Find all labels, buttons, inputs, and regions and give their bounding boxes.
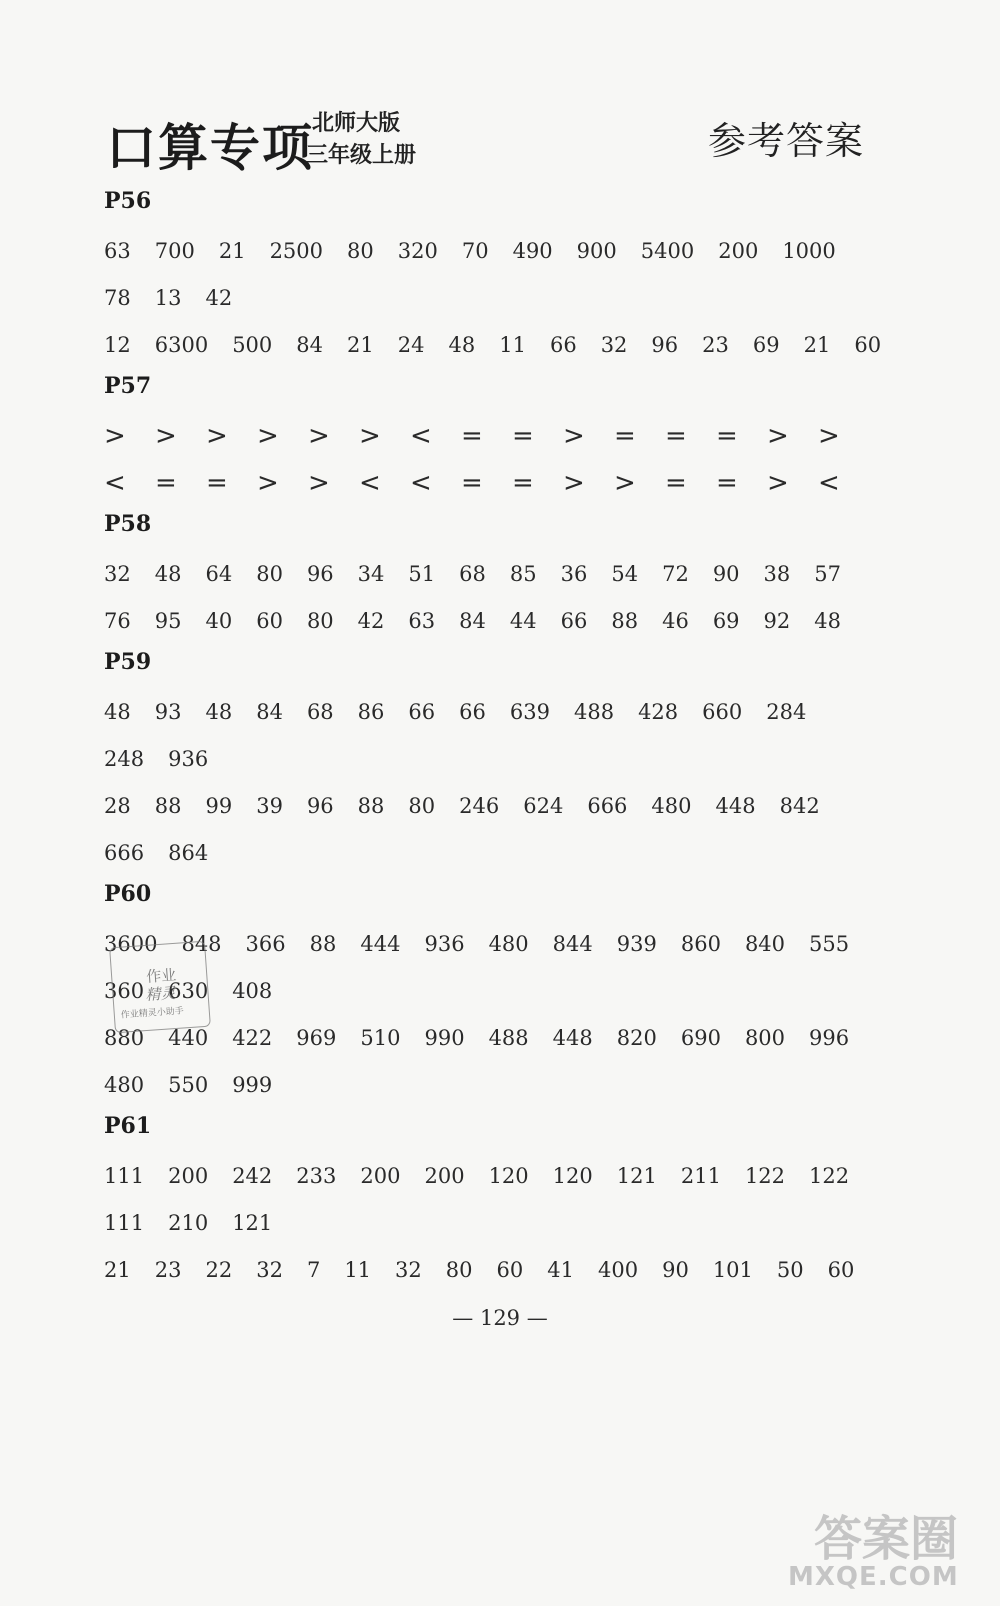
numeric-answer: 72 xyxy=(662,562,689,586)
numeric-answer: 111 xyxy=(104,1164,145,1188)
numeric-answer: 96 xyxy=(306,794,334,818)
answer-row xyxy=(104,322,884,369)
numeric-answer: 32 xyxy=(256,1258,283,1282)
numeric-answer: 555 xyxy=(809,932,850,956)
answer-section xyxy=(104,645,884,877)
numeric-answer: 66 xyxy=(408,700,436,724)
comparison-answer: > xyxy=(563,421,585,451)
numeric-answer: 939 xyxy=(616,932,657,956)
numeric-answer: 200 xyxy=(168,1164,209,1188)
stamp-line-3: 作业精灵小助手 xyxy=(120,1006,185,1021)
numeric-answer: 66 xyxy=(459,700,486,724)
comparison-answer: < xyxy=(359,468,381,498)
comparison-answer: < xyxy=(818,468,840,498)
numeric-answer: 60 xyxy=(496,1258,524,1282)
numeric-answer: 233 xyxy=(296,1164,337,1188)
comparison-answer: > xyxy=(308,421,330,451)
site-watermark xyxy=(780,1496,980,1600)
numeric-answer: 21 xyxy=(347,333,374,357)
numeric-answer: 690 xyxy=(680,1026,721,1050)
numeric-answer: 92 xyxy=(763,609,791,633)
answer-row xyxy=(104,275,884,322)
grade-label: 三年级上册 xyxy=(306,143,417,168)
section-page-label: P57 xyxy=(104,373,152,399)
numeric-answer: 50 xyxy=(776,1258,804,1282)
numeric-answer: 200 xyxy=(424,1164,465,1188)
section-page-label: P56 xyxy=(104,188,152,214)
numeric-answer: 5400 xyxy=(640,239,695,263)
answer-row xyxy=(104,1153,884,1200)
numeric-answer: 936 xyxy=(168,747,209,771)
numeric-answer: 480 xyxy=(488,932,529,956)
numeric-answer: 80 xyxy=(445,1258,473,1282)
answer-section xyxy=(104,507,884,645)
section-page-label: P58 xyxy=(104,511,152,537)
numeric-answer: 80 xyxy=(256,562,283,586)
numeric-answer: 38 xyxy=(763,562,791,586)
numeric-answer: 21 xyxy=(803,333,831,357)
numeric-answer: 700 xyxy=(154,239,195,263)
numeric-answer: 900 xyxy=(576,239,617,263)
comparison-answer: = xyxy=(614,421,636,451)
numeric-answer: 84 xyxy=(459,609,486,633)
numeric-answer: 284 xyxy=(766,700,807,724)
answer-row xyxy=(104,413,884,460)
comparison-answer: > xyxy=(767,468,789,498)
watermark-line-2: MXQE.COM xyxy=(788,1562,959,1592)
numeric-answer: 840 xyxy=(744,932,786,956)
numeric-answer: 48 xyxy=(205,700,233,724)
numeric-answer: 69 xyxy=(712,609,740,633)
answer-row xyxy=(104,689,884,736)
numeric-answer: 80 xyxy=(408,794,436,818)
numeric-answer: 54 xyxy=(611,562,639,586)
numeric-answer: 200 xyxy=(360,1164,401,1188)
answer-row xyxy=(104,783,884,830)
numeric-answer: 444 xyxy=(360,932,401,956)
numeric-answer: 448 xyxy=(552,1026,593,1050)
numeric-answer: 666 xyxy=(104,841,145,865)
numeric-answer: 969 xyxy=(296,1026,337,1050)
numeric-answer: 68 xyxy=(459,562,486,586)
answer-row xyxy=(104,1247,884,1294)
numeric-answer: 1000 xyxy=(782,239,836,263)
numeric-answer: 96 xyxy=(306,562,334,586)
numeric-answer: 242 xyxy=(232,1164,273,1188)
numeric-answer: 550 xyxy=(168,1073,209,1097)
numeric-answer: 48 xyxy=(448,333,476,357)
numeric-answer: 121 xyxy=(232,1211,273,1235)
numeric-answer: 660 xyxy=(702,700,743,724)
numeric-answer: 48 xyxy=(104,700,131,724)
numeric-answer: 99 xyxy=(205,794,233,818)
numeric-answer: 488 xyxy=(488,1026,529,1050)
numeric-answer: 6300 xyxy=(154,333,209,357)
answer-section xyxy=(104,369,884,507)
numeric-answer: 39 xyxy=(256,794,283,818)
numeric-answer: 488 xyxy=(573,700,615,724)
comparison-answer: = xyxy=(461,421,483,451)
numeric-answer: 40 xyxy=(205,609,233,633)
numeric-answer: 936 xyxy=(424,932,465,956)
numeric-answer: 88 xyxy=(357,794,385,818)
page-header xyxy=(0,0,1000,180)
numeric-answer: 70 xyxy=(461,239,489,263)
numeric-answer: 120 xyxy=(488,1164,529,1188)
numeric-answer: 3600 xyxy=(104,932,158,956)
numeric-answer: 366 xyxy=(245,932,286,956)
answer-content xyxy=(104,184,884,1294)
comparison-answer: < xyxy=(410,421,432,451)
numeric-answer: 46 xyxy=(662,609,689,633)
answer-section xyxy=(104,1109,884,1294)
numeric-answer: 400 xyxy=(597,1258,639,1282)
numeric-answer: 64 xyxy=(205,562,233,586)
edition-label: 北师大版 xyxy=(312,111,401,136)
numeric-answer: 2500 xyxy=(269,239,324,263)
numeric-answer: 490 xyxy=(512,239,553,263)
numeric-answer: 211 xyxy=(680,1164,721,1188)
answer-row xyxy=(104,830,884,877)
numeric-answer: 440 xyxy=(168,1026,209,1050)
comparison-answer: < xyxy=(410,468,432,498)
comparison-answer: = xyxy=(206,468,228,498)
answer-row xyxy=(104,921,884,968)
answer-row xyxy=(104,598,884,645)
numeric-answer: 84 xyxy=(256,700,283,724)
comparison-answer: > xyxy=(206,421,228,451)
numeric-answer: 101 xyxy=(712,1258,753,1282)
numeric-answer: 28 xyxy=(104,794,131,818)
comparison-answer: > xyxy=(563,468,585,498)
numeric-answer: 864 xyxy=(168,841,209,865)
numeric-answer: 60 xyxy=(827,1258,855,1282)
comparison-answer: > xyxy=(155,421,177,451)
comparison-answer: > xyxy=(104,421,126,451)
numeric-answer: 63 xyxy=(104,239,131,263)
numeric-answer: 78 xyxy=(104,286,131,310)
answer-row xyxy=(104,1062,884,1109)
numeric-answer: 86 xyxy=(357,700,385,724)
numeric-answer: 408 xyxy=(232,979,273,1003)
app-stamp-logo xyxy=(109,941,211,1033)
numeric-answer: 32 xyxy=(104,562,131,586)
numeric-answer: 84 xyxy=(296,333,324,357)
numeric-answer: 12 xyxy=(104,333,131,357)
stamp-line-2: 精灵 xyxy=(144,983,177,1005)
comparison-answer: = xyxy=(512,421,534,451)
numeric-answer: 42 xyxy=(357,609,385,633)
numeric-answer: 60 xyxy=(854,333,882,357)
numeric-answer: 630 xyxy=(168,979,209,1003)
numeric-answer: 57 xyxy=(814,562,842,586)
numeric-answer: 480 xyxy=(104,1073,145,1097)
numeric-answer: 85 xyxy=(509,562,537,586)
numeric-answer: 23 xyxy=(154,1258,182,1282)
numeric-answer: 90 xyxy=(712,562,740,586)
numeric-answer: 120 xyxy=(552,1164,593,1188)
comparison-answer: = xyxy=(155,468,177,498)
comparison-answer: > xyxy=(614,468,636,498)
numeric-answer: 860 xyxy=(680,932,721,956)
numeric-answer: 88 xyxy=(309,932,337,956)
numeric-answer: 480 xyxy=(651,794,692,818)
numeric-answer: 210 xyxy=(168,1211,209,1235)
comparison-answer: > xyxy=(818,421,840,451)
comparison-answer: > xyxy=(257,468,279,498)
numeric-answer: 42 xyxy=(205,286,233,310)
numeric-answer: 360 xyxy=(104,979,145,1003)
page-number: — 129 — xyxy=(452,1306,548,1330)
numeric-answer: 820 xyxy=(616,1026,657,1050)
numeric-answer: 13 xyxy=(154,286,182,310)
comparison-answer: = xyxy=(665,421,687,451)
numeric-answer: 95 xyxy=(154,609,182,633)
numeric-answer: 60 xyxy=(256,609,283,633)
book-title: 口算专项 xyxy=(106,119,314,177)
numeric-answer: 11 xyxy=(499,333,526,357)
comparison-answer: > xyxy=(308,468,330,498)
section-page-label: P59 xyxy=(104,649,152,675)
numeric-answer: 428 xyxy=(638,700,679,724)
numeric-answer: 48 xyxy=(814,609,842,633)
numeric-answer: 34 xyxy=(357,562,385,586)
numeric-answer: 848 xyxy=(181,932,222,956)
numeric-answer: 639 xyxy=(509,700,550,724)
numeric-answer: 96 xyxy=(651,333,679,357)
numeric-answer: 200 xyxy=(718,239,759,263)
numeric-answer: 21 xyxy=(104,1258,131,1282)
numeric-answer: 93 xyxy=(154,700,182,724)
answer-row xyxy=(104,736,884,783)
comparison-answer: = xyxy=(461,468,483,498)
numeric-answer: 63 xyxy=(408,609,436,633)
comparison-answer: = xyxy=(512,468,534,498)
numeric-answer: 7 xyxy=(306,1258,321,1282)
numeric-answer: 80 xyxy=(306,609,334,633)
answer-row xyxy=(104,968,884,1015)
numeric-answer: 51 xyxy=(408,562,436,586)
numeric-answer: 624 xyxy=(523,794,564,818)
numeric-answer: 23 xyxy=(702,333,729,357)
numeric-answer: 990 xyxy=(424,1026,465,1050)
numeric-answer: 36 xyxy=(560,562,588,586)
numeric-answer: 80 xyxy=(347,239,374,263)
answer-section xyxy=(104,184,884,369)
numeric-answer: 48 xyxy=(154,562,182,586)
comparison-answer: > xyxy=(359,421,381,451)
numeric-answer: 66 xyxy=(549,333,577,357)
numeric-answer: 996 xyxy=(809,1026,850,1050)
numeric-answer: 90 xyxy=(662,1258,689,1282)
numeric-answer: 44 xyxy=(509,609,537,633)
section-page-label: P60 xyxy=(104,881,152,907)
numeric-answer: 76 xyxy=(104,609,131,633)
comparison-answer: > xyxy=(767,421,789,451)
section-page-label: P61 xyxy=(104,1113,152,1139)
numeric-answer: 88 xyxy=(611,609,639,633)
numeric-answer: 880 xyxy=(104,1026,145,1050)
numeric-answer: 510 xyxy=(360,1026,401,1050)
answer-row xyxy=(104,460,884,507)
numeric-answer: 500 xyxy=(232,333,273,357)
answer-row xyxy=(104,1015,884,1062)
numeric-answer: 122 xyxy=(744,1164,786,1188)
numeric-answer: 800 xyxy=(744,1026,786,1050)
numeric-answer: 320 xyxy=(397,239,438,263)
numeric-answer: 66 xyxy=(560,609,588,633)
numeric-answer: 422 xyxy=(232,1026,273,1050)
answer-row xyxy=(104,228,884,275)
comparison-answer: = xyxy=(716,468,738,498)
numeric-answer: 448 xyxy=(715,794,756,818)
answer-section xyxy=(104,877,884,1109)
stamp-line-1: 作业 xyxy=(145,965,177,986)
numeric-answer: 999 xyxy=(232,1073,273,1097)
numeric-answer: 844 xyxy=(552,932,593,956)
watermark-line-1: 答案圈 xyxy=(814,1511,959,1567)
numeric-answer: 22 xyxy=(205,1258,233,1282)
numeric-answer: 68 xyxy=(306,700,334,724)
comparison-answer: = xyxy=(716,421,738,451)
numeric-answer: 88 xyxy=(154,794,182,818)
numeric-answer: 69 xyxy=(752,333,780,357)
numeric-answer: 248 xyxy=(104,747,145,771)
comparison-answer: > xyxy=(257,421,279,451)
answer-row xyxy=(104,551,884,598)
numeric-answer: 32 xyxy=(395,1258,422,1282)
numeric-answer: 11 xyxy=(344,1258,372,1282)
answer-row xyxy=(104,1200,884,1247)
comparison-answer: = xyxy=(665,468,687,498)
comparison-answer: < xyxy=(104,468,126,498)
numeric-answer: 666 xyxy=(587,794,628,818)
numeric-answer: 111 xyxy=(104,1211,145,1235)
numeric-answer: 41 xyxy=(547,1258,574,1282)
numeric-answer: 121 xyxy=(616,1164,657,1188)
numeric-answer: 842 xyxy=(779,794,820,818)
numeric-answer: 21 xyxy=(218,239,246,263)
numeric-answer: 122 xyxy=(809,1164,850,1188)
numeric-answer: 32 xyxy=(600,333,628,357)
numeric-answer: 24 xyxy=(397,333,425,357)
numeric-answer: 246 xyxy=(459,794,500,818)
answer-key-label: 参考答案 xyxy=(708,119,865,163)
